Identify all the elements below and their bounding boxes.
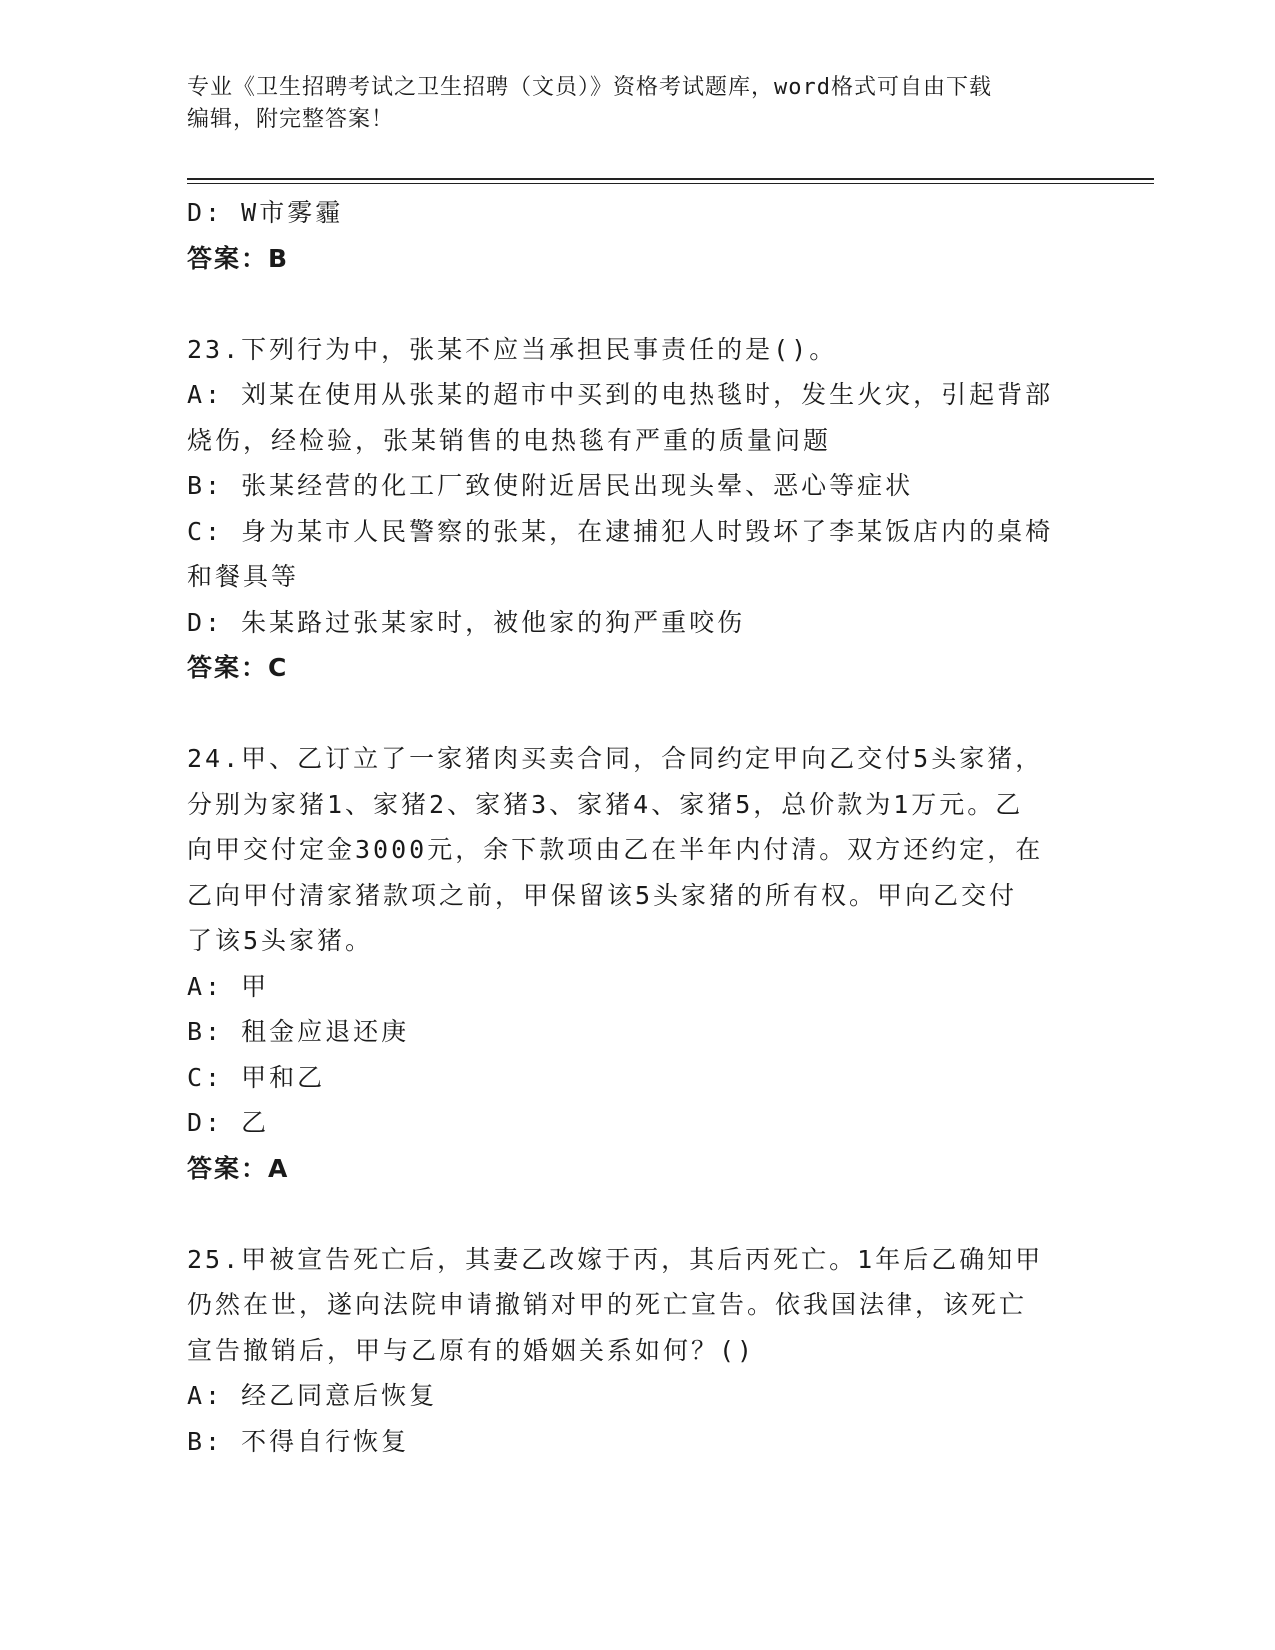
question-stem-continued: 宣告撤销后，甲与乙原有的婚姻关系如何？(): [187, 1335, 756, 1365]
option-c: C: 身为某市人民警察的张某，在逮捕犯人时毁坏了李某饭店内的桌椅: [187, 516, 1054, 546]
question-25: [187, 1237, 1087, 1465]
answer-label: 答案：C: [187, 653, 289, 682]
answer-label: 答案：A: [187, 1153, 290, 1183]
question-stem-continued: 仍然在世，遂向法院申请撤销对甲的死亡宣告。依我国法律，该死亡: [187, 1290, 1028, 1319]
option-a-continued: 烧伤，经检验，张某销售的电热毯有严重的质量问题: [187, 425, 832, 455]
header-line-2: 编辑，附完整答案！: [187, 107, 395, 132]
header-line-1: 专业《卫生招聘考试之卫生招聘（文员）》资格考试题库，word格式可自由下载: [187, 75, 992, 100]
header-divider-thin: [187, 183, 1154, 184]
question-23: [187, 327, 1087, 691]
option-c: C: 甲和乙: [187, 1062, 326, 1092]
option-c-continued: 和餐具等: [187, 562, 300, 591]
question-stem: 25.甲被宣告死亡后，其妻乙改嫁于丙，其后丙死亡。1年后乙确知甲: [187, 1244, 1044, 1274]
spacer: [187, 1191, 1087, 1237]
option-b: B: 不得自行恢复: [187, 1426, 410, 1456]
answer-label: 答案：B: [187, 243, 290, 273]
question-stem: 23.下列行为中，张某不应当承担民事责任的是()。: [187, 334, 838, 364]
question-stem: 24.甲、乙订立了一家猪肉买卖合同，合同约定甲向乙交付5头家猪，: [187, 744, 1044, 773]
option-b: B: 租金应退还庚: [187, 1017, 410, 1046]
option-d: D: 朱某路过张某家时，被他家的狗严重咬伤: [187, 607, 746, 637]
option-a: A: 甲: [187, 971, 270, 1001]
question-stem-continued: 了该5头家猪。: [187, 926, 374, 955]
option-d: D: W市雾霾: [187, 198, 344, 227]
document-body: [187, 190, 1087, 1464]
header-divider-thick: [187, 178, 1154, 180]
question-stem-continued: 乙向甲付清家猪款项之前，甲保留该5头家猪的所有权。甲向乙交付: [187, 880, 1018, 910]
option-b: B: 张某经营的化工厂致使附近居民出现头晕、恶心等症状: [187, 471, 914, 500]
spacer: [187, 691, 1087, 737]
question-24: [187, 736, 1087, 1191]
document-header: [187, 72, 1087, 136]
option-d: D: 乙: [187, 1108, 270, 1137]
question-stem-continued: 向甲交付定金3000元，余下款项由乙在半年内付清。双方还约定，在: [187, 835, 1044, 864]
option-a: A: 经乙同意后恢复: [187, 1381, 438, 1410]
question-22-tail: [187, 190, 1087, 281]
question-stem-continued: 分别为家猪1、家猪2、家猪3、家猪4、家猪5，总价款为1万元。乙: [187, 789, 1024, 819]
option-a: A: 刘某在使用从张某的超市中买到的电热毯时，发生火灾，引起背部: [187, 380, 1054, 409]
spacer: [187, 281, 1087, 327]
